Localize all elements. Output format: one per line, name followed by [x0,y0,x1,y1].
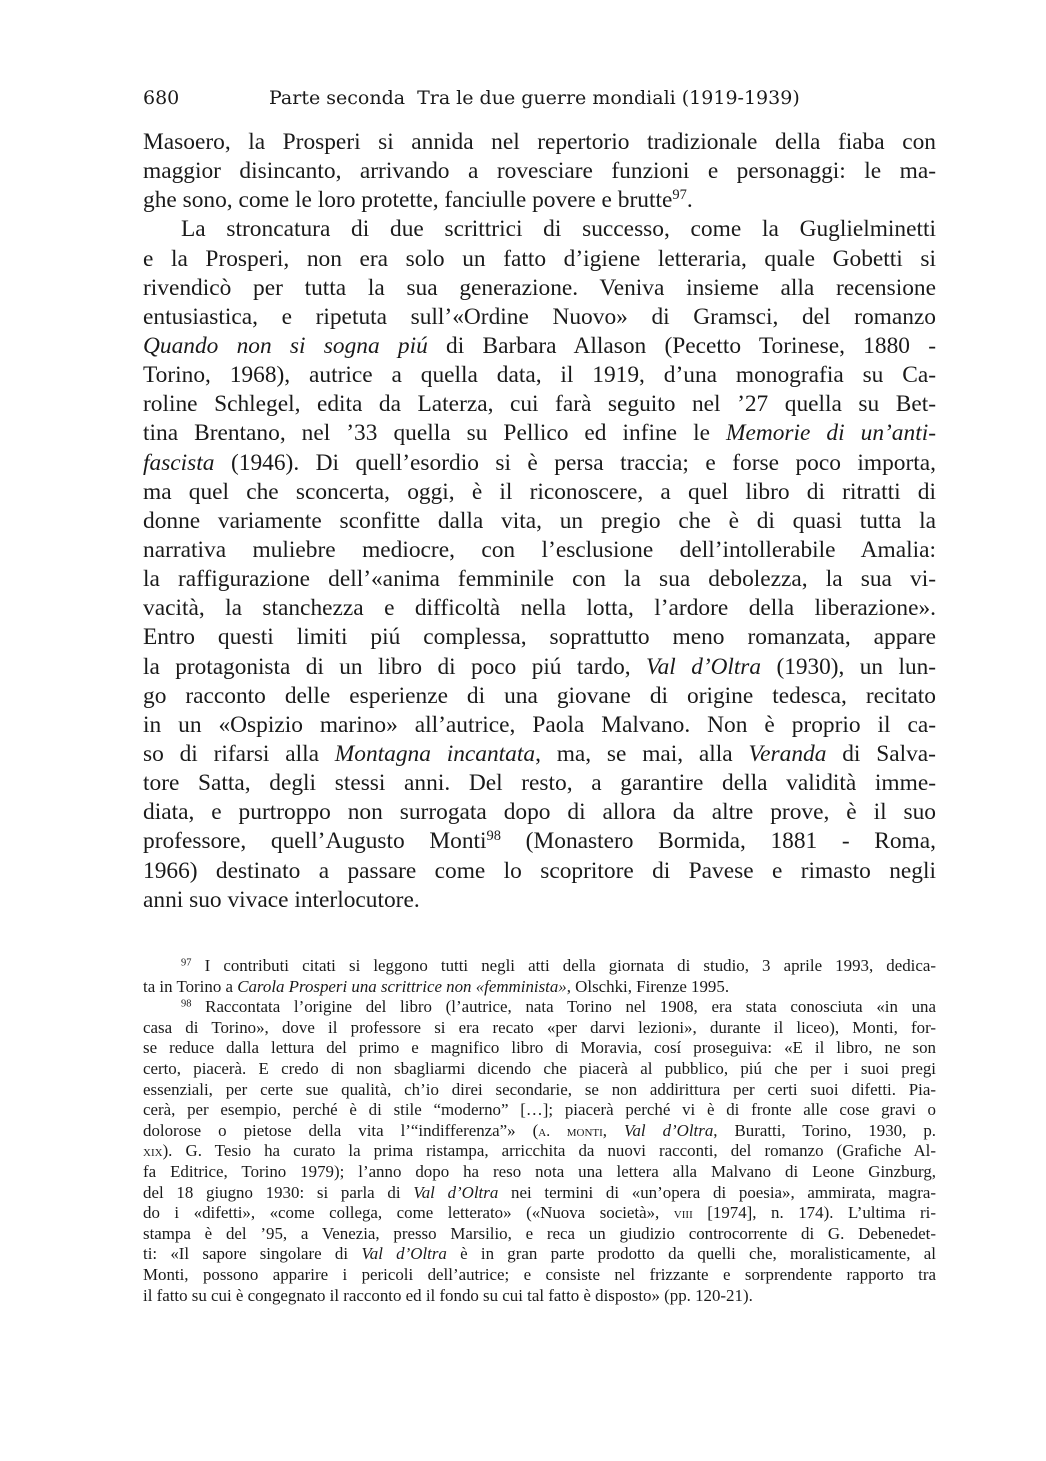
text-line: narrativa muliebre mediocre, con l’esclusione dell’intollerabile Amalia: [143,536,936,563]
footnotes [143,956,936,1306]
text-line: 1966) destinato a passare come lo scopritore di Pavese e rimasto negli [143,857,936,884]
text-line: Quando non si sogna piú di Barbara Allason (Pecetto Torinese, 1880 - [143,332,936,359]
footnote-line: se reduce dalla lettura del primo e magnifico libro di Moravia, cosí proseguiva: «E il libro, ne son [143,1038,936,1058]
italic-title: Memorie di un’anti- [725,420,936,447]
text-line: tina Brentano, nel ’33 quella su Pellico ed infine le Memorie di un’anti- [143,420,936,447]
footnote-line: xix). G. Tesio ha curato la prima ristampa, arricchita da nuovi racconti, del romanzo (Grafiche Al- [143,1141,936,1161]
text-line: vacità, la stanchezza e difficoltà nella lotta, l’ardore della liberazione». [143,595,936,622]
footnote-line: dolorose o pietose della vita l’“indifferenza”» (a. monti, Val d’Oltra, Buratti, Torino, 1930, p. [143,1120,936,1140]
italic-title: Montagna incantata [334,740,536,767]
text-line: in un «Ospizio marino» all’autrice, Paola Malvano. Non è proprio il ca- [143,711,936,738]
text-line: professore, quell’Augusto Monti$^{98}$ (Monastero Bormida, 1881 - Roma, [143,828,936,855]
text-line: la protagonista di un libro di poco piú tardo, Val d’Oltra (1930), un lun- [143,653,936,680]
text-line: so di rifarsi alla Montagna incantata, ma, se mai, alla Veranda di Salva- [143,740,936,767]
text-line: diata, e purtroppo non surrogata dopo di allora da altre prove, è il suo [143,799,936,826]
italic-title: Veranda [748,740,827,767]
footnote-97: $^{97}$ I contributi citati si leggono tutti negli atti della giornata di studio, 3 aprile 1993, dedica- [181,956,936,975]
text-line: tore Satta, degli stessi anni. Del resto, a garantire della validità imme- [143,770,936,797]
footnote-line: essenziali, per certe sue qualità, ch’io direi secondarie, se non addirittura per certi suoi difetti. Pia- [143,1079,936,1099]
footnote-line: stampa è del ’95, a Venezia, presso Marsilio, e reca un giudizio controcorrente di G. Debenedet- [143,1223,936,1243]
text-line: fascista (1946). Di quell’esordio si è persa traccia; e forse poco importa, [143,449,936,476]
text-line: ma quel che sconcerta, oggi, è il riconoscere, a quel libro di ritratti di [143,478,936,505]
italic-title: Quando non si sogna piú [143,332,428,359]
main-text [143,128,936,915]
running-head [143,86,936,110]
text-line: maggior disincanto, arrivando a rovesciare funzioni e personaggi: le ma- [143,158,936,185]
footnote-line: do i «difetti», «come collega, come letterato» («Nuova società», viii [1974], n. 174). L’ultima ri- [143,1203,936,1223]
italic-title: Val d’Oltra [646,653,761,680]
footnote-mark: 98 [181,998,192,1010]
footnote-line: il fatto su cui è congegnato il racconto ed il fondo su cui tal fatto è disposto» (pp. 120-21). [143,1285,753,1305]
text-line: Torino, 1968), autrice a quella data, il 1919, d’una monografia su Ca- [143,362,936,389]
footnote-line: cerà, per esempio, perché è di stile “moderno” […]; piacerà perché vi è di fronte alle cose gravi o [143,1100,936,1120]
footnote-line: Monti, possono apparire i pericoli dell’autrice; e consiste nel frizzante e sorprendente rapporto tra [143,1264,936,1284]
footnote-98: $^{98}$ Raccontata l’origine del libro (l’autrice, nata Torino nel 1908, era stata conosciuta «in una [181,997,936,1017]
footnote-mark: 97 [181,957,192,969]
footnote-line: casa di Torino», dove il professore si era recato «per darvi lezioni», durante il liceo), Monti, for- [143,1017,936,1037]
text-line: go racconto delle esperienze di una giovane di origine tedesca, recitato [143,682,936,709]
footnote-line: certo, piacerà. E credo di non sbagliarmi dicendo che piacerà al pubblico, piú che per i suoi pregi [143,1058,936,1078]
text-line: La stroncatura di due scrittrici di successo, come la Guglielminetti [181,216,936,243]
text-line: e la Prosperi, non era solo un fatto d’igiene letteraria, quale Gobetti si [143,245,936,272]
footnote-line: del 18 giugno 1930: si parla di Val d’Oltra nei termini di «un’opera di poesia», ammirata, magra- [143,1182,936,1202]
footnote-ref-98: 98 [486,828,502,845]
text-line: roline Schlegel, edita da Laterza, cui farà seguito nel ’27 quella su Bet- [143,391,936,418]
page-number: 680 [143,87,180,109]
text-line: Masoero, la Prosperi si annida nel repertorio tradizionale della fiaba con [143,129,936,155]
italic-title: fascista [143,449,215,476]
section-title: Tra le due guerre mondiali (1919-1939) [417,87,800,109]
footnote-ref-97: 97 [672,187,687,204]
text-line: ghe sono, come le loro protette, fanciulle povere e brutte$^{97}$. [143,187,693,214]
text-line: la raffigurazione dell’«anima femminile con la sua debolezza, la sua vi- [143,566,936,593]
footnote-line: ti: «Il sapore singolare di Val d’Oltra è in gran parte prodotto da quelli che, moralisticamente, al [143,1244,936,1264]
part-title: Parte seconda [269,87,406,109]
footnote-line: ta in Torino a Carola Prosperi una scrittrice non «femminista», Olschki, Firenze 1995. [143,976,730,996]
footnote-line: fa Editrice, Torino 1979); l’anno dopo ha reso nota una lettera alla Malvano di Leone Ginzburg, [143,1161,936,1181]
text-line: entusiastica, e ripetuta sull’«Ordine Nuovo» di Gramsci, del romanzo [143,303,936,330]
text-line: Entro questi limiti piú complessa, soprattutto meno romanzata, appare [143,624,936,651]
text-line: donne variamente sconfitte dalla vita, un pregio che è di quasi tutta la [143,507,936,534]
text-line: rivendicò per tutta la sua generazione. Veniva insieme alla recensione [143,274,936,301]
text-line: anni suo vivace interlocutore. [143,886,420,913]
